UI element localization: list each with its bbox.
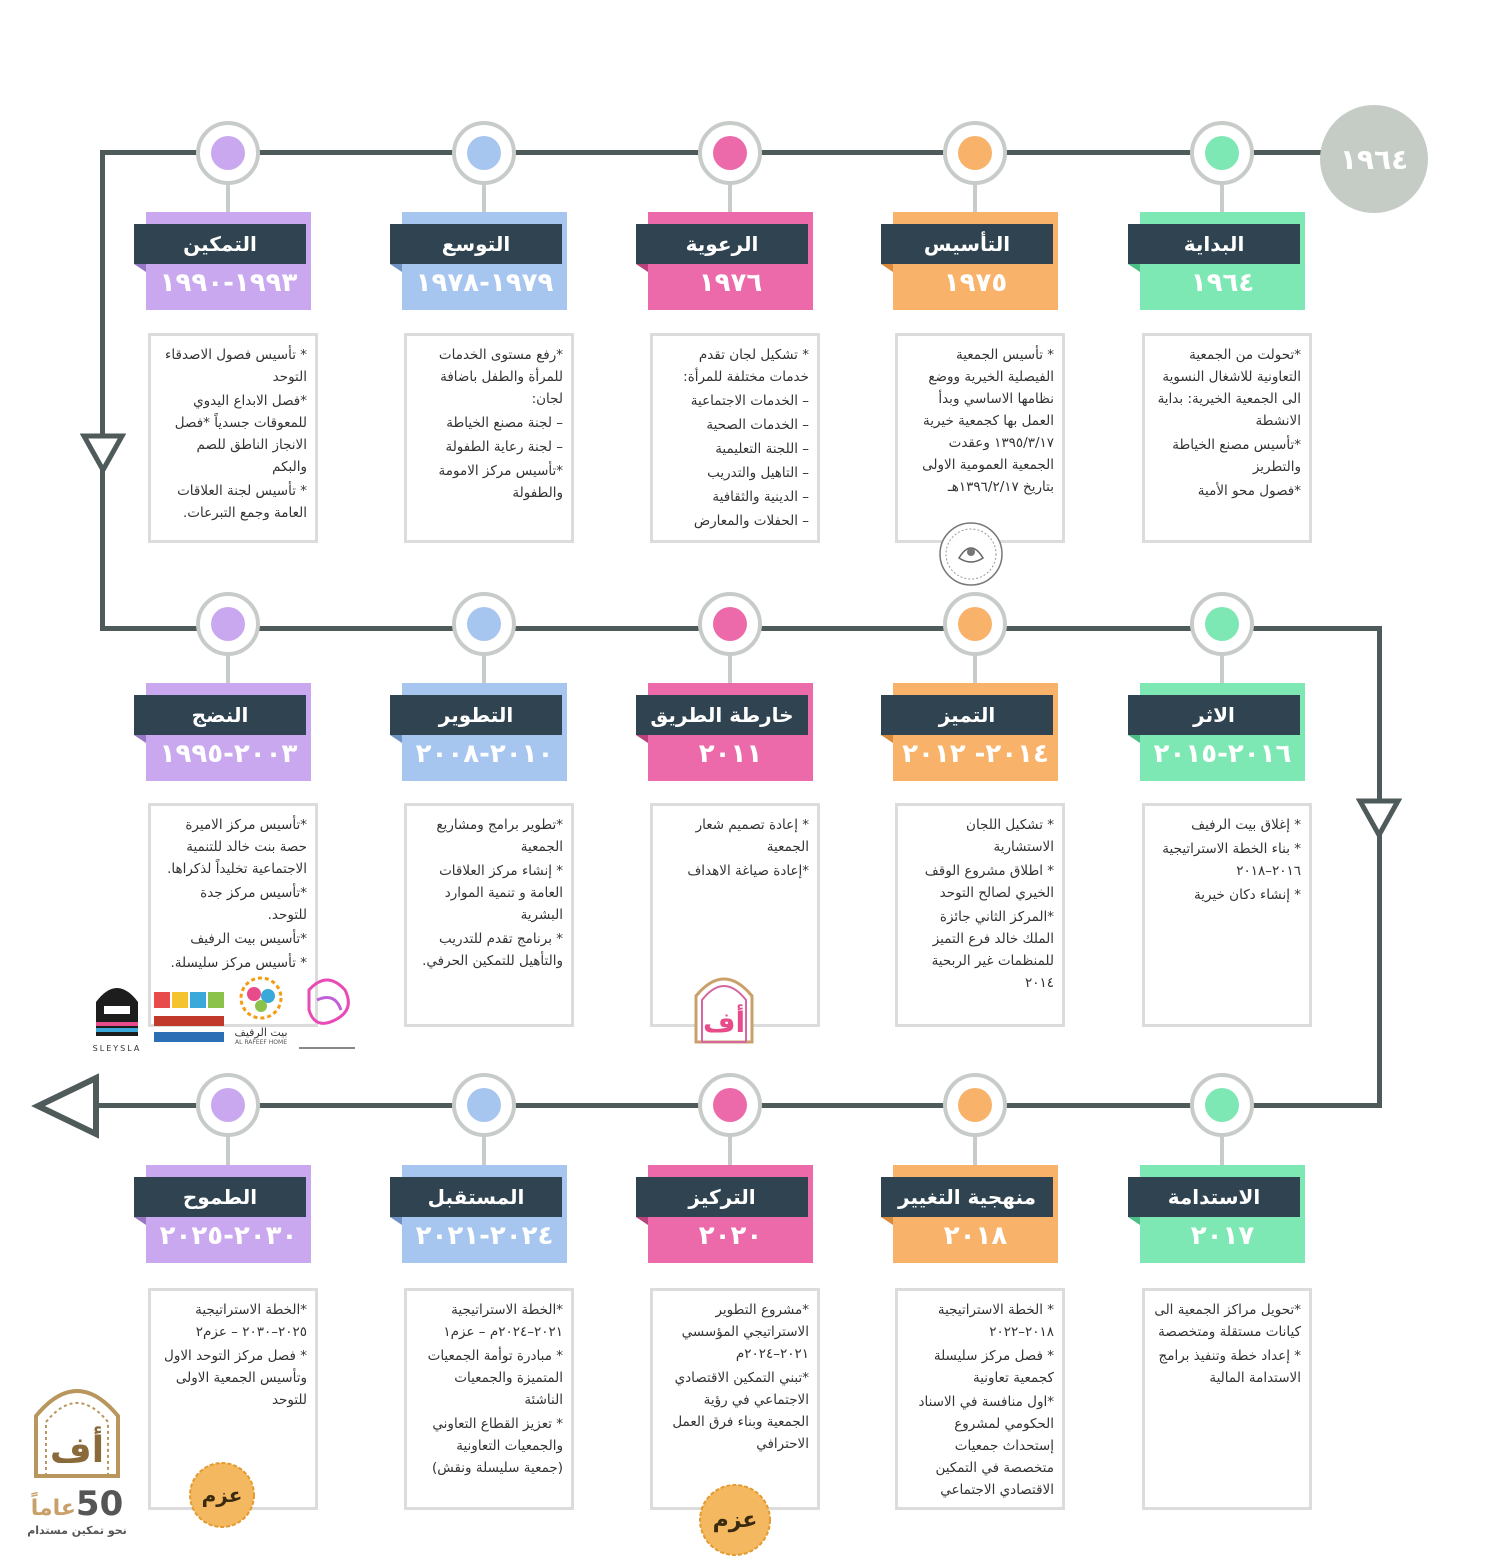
milestone-title: خارطة الطريق: [636, 695, 808, 735]
timeline-node[interactable]: [452, 1073, 516, 1137]
description-item: *مشروع التطوير الاستراتيجي المؤسسي ٢٠٢١–٢٠٢٤م: [681, 1302, 809, 1362]
down-arrow-right-icon: [1356, 795, 1402, 841]
description-item: *تأسيس مركز الامومة والطفولة: [438, 463, 563, 501]
timeline-right-line: [1377, 626, 1382, 1108]
description-item: *تطوير برامج ومشاريع الجمعية: [436, 817, 563, 855]
milestone-year: ٢٠٢٤-٢٠٢١: [415, 1221, 554, 1251]
al-rafeef-english: AL RAFEEF HOME: [235, 1039, 287, 1046]
azm-logo-left: [187, 1460, 257, 1534]
fifty-tagline: نحو تمكين مستدام: [27, 1524, 127, 1537]
milestone-year: ١٩٧٥: [943, 268, 1008, 298]
timeline-node[interactable]: [196, 1073, 260, 1137]
milestone-description: [650, 333, 820, 543]
description-item: – الخدمات الاجتماعية: [690, 393, 809, 409]
timeline-node[interactable]: [196, 121, 260, 185]
stem-connector: [482, 181, 486, 212]
start-year-circle: ١٩٦٤: [1320, 105, 1428, 213]
sleysla-logo-text: SLEYSLA: [92, 1044, 142, 1053]
milestone-year: ١٩٧٦: [698, 268, 763, 298]
description-item: *اول منافسة في الاسناد الحكومي لمشروع إستحداث جمعيات متخصصة في التمكين الاقتصادي الاجتماعي: [918, 1394, 1054, 1498]
timeline-node[interactable]: [943, 592, 1007, 656]
title-bar-fold: [1128, 735, 1140, 743]
description-item: * فصل مركز سليسلة كجمعية تعاونية: [933, 1348, 1054, 1386]
milestone-title: الاثر: [1128, 695, 1300, 735]
al-rafeef-home-logo: [230, 972, 292, 1058]
fifty-number: 50: [75, 1484, 124, 1524]
milestone-title: منهجية التغيير: [881, 1177, 1053, 1217]
timeline-node[interactable]: [1190, 592, 1254, 656]
stem-connector: [1220, 652, 1224, 683]
stem-connector: [482, 652, 486, 683]
azm-logo-left-text: عزم: [201, 1483, 243, 1507]
description-item: * تشكيل اللجان الاستشارية: [966, 817, 1054, 855]
description-item: *تأسيس مصنع الخياطة والتطريز: [1172, 437, 1301, 475]
title-bar-fold: [1128, 1217, 1140, 1225]
milestone-title: التوسع: [390, 224, 562, 264]
description-item: * إنشاء دكان خيرية: [1194, 887, 1301, 903]
title-bar-fold: [636, 1217, 648, 1225]
milestone-description: [404, 1288, 574, 1510]
description-item: – الدينية والثقافية: [712, 489, 809, 505]
description-item: *تأسيس مركز الاميرة حصة بنت خالد للتنمية الاجتماعية تخليداً لذكراها.: [167, 817, 307, 877]
af-logo-middle-text: أف: [702, 1006, 746, 1039]
timeline-node[interactable]: [943, 1073, 1007, 1137]
description-item: *فصل الابداع اليدوي للمعوقات جسدياً *فصل الانجاز الناطق للصم والبكم: [174, 393, 307, 475]
timeline-node-dot: [713, 136, 747, 170]
title-bar-fold: [134, 1217, 146, 1225]
milestone-year: ٢٠١٠-٢٠٠٨: [415, 739, 554, 769]
description-item: – لجنة مصنع الخياطة: [446, 415, 563, 431]
stem-connector: [973, 652, 977, 683]
milestone-year: ٢٠١٤- ٢٠١٢: [902, 739, 1049, 769]
stem-connector: [1220, 1133, 1224, 1165]
description-item: * إعداد خطة وتنفيذ برامج الاستدامة المالية: [1158, 1348, 1301, 1386]
title-bar-fold: [881, 264, 893, 272]
timeline-node-dot: [713, 1088, 747, 1122]
timeline-node-dot: [211, 136, 245, 170]
description-item: – لجنة رعاية الطفولة: [445, 439, 563, 455]
milestone-description: [650, 1288, 820, 1510]
description-item: – التاهيل والتدريب: [707, 465, 809, 481]
milestone-year: ١٩٩٣-١٩٩٠: [159, 268, 298, 298]
description-item: *تأسيس بيت الرفيف: [190, 931, 307, 947]
timeline-node[interactable]: [698, 592, 762, 656]
description-item: * تأسيس الجمعية الفيصلية الخيرية ووضع نظامها الاساسي وبدأ العمل بها كجمعية خيرية ١٣٩٥/٣/١٧ وعقدت الجمعية العمومية الاولى بتاريخ ١٣٩٦/٢/١٧هـ: [922, 347, 1054, 495]
description-item: * تأسيس فصول الاصدقاء التوحد: [165, 347, 307, 385]
title-bar-fold: [390, 1217, 402, 1225]
milestone-title: النضج: [134, 695, 306, 735]
milestone-description: [1142, 333, 1312, 543]
al-rafeef-arabic: بيت الرفيف: [234, 1026, 288, 1039]
milestone-title: التميز: [881, 695, 1053, 735]
description-item: *الخطة الاستراتيجية ٢٠٢١–٢٠٢٤م – عزم١: [443, 1302, 563, 1340]
title-bar-fold: [881, 1217, 893, 1225]
stem-connector: [226, 652, 230, 683]
stem-connector: [1220, 181, 1224, 212]
milestone-title: الطموح: [134, 1177, 306, 1217]
azm-logo-middle: [697, 1482, 773, 1562]
description-item: * تعزيز القطاع التعاوني والجمعيات التعاونية (جمعية سليسلة ونقش): [431, 1416, 563, 1476]
down-arrow-left-icon: [80, 430, 126, 476]
title-bar-fold: [636, 264, 648, 272]
title-bar-fold: [134, 264, 146, 272]
stem-connector: [226, 181, 230, 212]
description-item: * تشكيل لجان تقدم خدمات مختلفة للمرأة:: [683, 347, 809, 385]
af-logo-middle: [690, 962, 758, 1046]
description-item: * إعادة تصميم شعار الجمعية: [695, 817, 809, 855]
milestone-title: التمكين: [134, 224, 306, 264]
royal-seal-icon: [937, 520, 1005, 588]
description-item: * اطلاق مشروع الوقف الخيري لصالح التوحد: [924, 863, 1054, 901]
azm-logo-middle-text: عزم: [712, 1508, 758, 1533]
stem-connector: [973, 1133, 977, 1165]
milestone-description: [895, 1288, 1065, 1510]
timeline-node-dot: [958, 136, 992, 170]
timeline-node-dot: [1205, 1088, 1239, 1122]
jeddah-autism-center-logo: [150, 986, 228, 1052]
title-bar-fold: [1128, 264, 1140, 272]
milestone-description: [404, 803, 574, 1027]
timeline-node-dot: [467, 1088, 501, 1122]
description-item: * إنشاء مركز العلاقات العامة و تنمية الموارد البشرية: [439, 863, 563, 923]
stem-connector: [973, 181, 977, 212]
description-item: – اللجنة التعليمية: [715, 441, 809, 457]
stem-connector: [728, 652, 732, 683]
title-bar-fold: [390, 735, 402, 743]
milestone-title: الاستدامة: [1128, 1177, 1300, 1217]
milestone-description: [895, 803, 1065, 1027]
left-arrow-icon: [30, 1072, 102, 1140]
timeline-left-upper-line: [100, 150, 105, 630]
description-item: * مبادرة توأمة الجمعيات المتميزة والجمعيات الناشئة: [427, 1348, 563, 1408]
timeline-node-dot: [958, 607, 992, 641]
timeline-node[interactable]: [1190, 1073, 1254, 1137]
af-50-years-logo: [22, 1370, 132, 1537]
description-item: * تأسيس مركز سليسلة.: [170, 955, 307, 971]
title-bar-fold: [881, 735, 893, 743]
milestone-year: ٢٠١١: [698, 739, 763, 769]
timeline-node-dot: [467, 607, 501, 641]
milestone-description: [404, 333, 574, 543]
description-item: * تأسيس لجنة العلاقات العامة وجمع التبرعات.: [177, 483, 307, 521]
description-item: *تحويل مراكز الجمعية الى كيانات مستقلة ومتخصصة: [1154, 1302, 1301, 1340]
timeline-node-dot: [467, 136, 501, 170]
stem-connector: [728, 181, 732, 212]
sleysla-logo: [88, 978, 146, 1054]
description-item: *الخطة الاستراتيجية ٢٠٢٥–٢٠٣٠ – عزم٢: [195, 1302, 307, 1340]
milestone-title: البداية: [1128, 224, 1300, 264]
stem-connector: [482, 1133, 486, 1165]
stem-connector: [226, 1133, 230, 1165]
timeline-node[interactable]: [698, 121, 762, 185]
af-50-logo-text: أف: [49, 1430, 105, 1471]
milestone-year: ١٩٧٩-١٩٧٨: [415, 268, 554, 298]
description-item: *فصول محو الأمية: [1197, 483, 1301, 499]
milestone-description: [895, 333, 1065, 543]
description-item: *تبني التمكين الاقتصادي الاجتماعي في رؤية الجمعية وبناء فرق العمل الاحترافي: [672, 1370, 809, 1452]
timeline-node[interactable]: [698, 1073, 762, 1137]
timeline-node-dot: [1205, 136, 1239, 170]
milestone-description: [1142, 803, 1312, 1027]
milestone-description: [148, 333, 318, 543]
milestone-title: التطوير: [390, 695, 562, 735]
description-item: *تأسيس مركز جدة للتوحد.: [200, 885, 307, 923]
title-bar-fold: [636, 735, 648, 743]
milestone-year: ٢٠١٨: [943, 1221, 1008, 1251]
timeline-node-dot: [211, 1088, 245, 1122]
timeline-node-dot: [958, 1088, 992, 1122]
description-item: * الخطة الاستراتيجية ٢٠١٨–٢٠٢٢: [937, 1302, 1054, 1340]
timeline-node[interactable]: [1190, 121, 1254, 185]
title-bar-fold: [390, 264, 402, 272]
timeline-node[interactable]: [452, 121, 516, 185]
description-item: – الخدمات الصحية: [706, 417, 809, 433]
stem-connector: [728, 1133, 732, 1165]
milestone-title: التأسيس: [881, 224, 1053, 264]
description-item: – الحفلات والمعارض: [693, 513, 809, 529]
description-item: *المركز الثاني جائزة الملك خالد فرع التميز للمنظمات غير الربحية ٢٠١٤: [931, 909, 1054, 991]
timeline-node[interactable]: [196, 592, 260, 656]
description-item: * فصل مركز التوحد الاول وتأسيس الجمعية الاولى للتوحد: [164, 1348, 307, 1408]
title-bar-fold: [134, 735, 146, 743]
timeline-node-dot: [211, 607, 245, 641]
milestone-year: ٢٠١٦-٢٠١٥: [1153, 739, 1292, 769]
princess-hessa-center-logo: [295, 970, 359, 1054]
milestone-title: المستقبل: [390, 1177, 562, 1217]
timeline-node-dot: [1205, 607, 1239, 641]
timeline-node[interactable]: [943, 121, 1007, 185]
description-item: *رفع مستوى الخدمات للمرأة والطفل باضافة لجان:: [438, 347, 563, 407]
milestone-year: ١٩٦٤: [1190, 268, 1255, 298]
description-item: *إعادة صياغة الاهداف: [687, 863, 809, 879]
milestone-description: [1142, 1288, 1312, 1510]
timeline-node-dot: [713, 607, 747, 641]
milestone-title: الرعوية: [636, 224, 808, 264]
description-item: * إغلاق بيت الرفيف: [1191, 817, 1301, 833]
milestone-year: ٢٠٠٣-١٩٩٥: [159, 739, 298, 769]
milestone-year: ٢٠١٧: [1190, 1221, 1255, 1251]
milestone-year: ٢٠٢٠: [698, 1221, 763, 1251]
milestone-year: ٢٠٣٠-٢٠٢٥: [159, 1221, 298, 1251]
timeline-node[interactable]: [452, 592, 516, 656]
description-item: *تحولت من الجمعية التعاونية للاشغال النسوية الى الجمعية الخيرية: بداية الانشطة: [1157, 347, 1301, 429]
milestone-title: التركيز: [636, 1177, 808, 1217]
fifty-word: عاماً: [30, 1496, 76, 1521]
description-item: * برنامج تقدم للتدريب والتأهيل للتمكين الحرفي.: [422, 931, 563, 969]
description-item: * بناء الخطة الاستراتيجية ٢٠١٦–٢٠١٨: [1162, 841, 1301, 879]
